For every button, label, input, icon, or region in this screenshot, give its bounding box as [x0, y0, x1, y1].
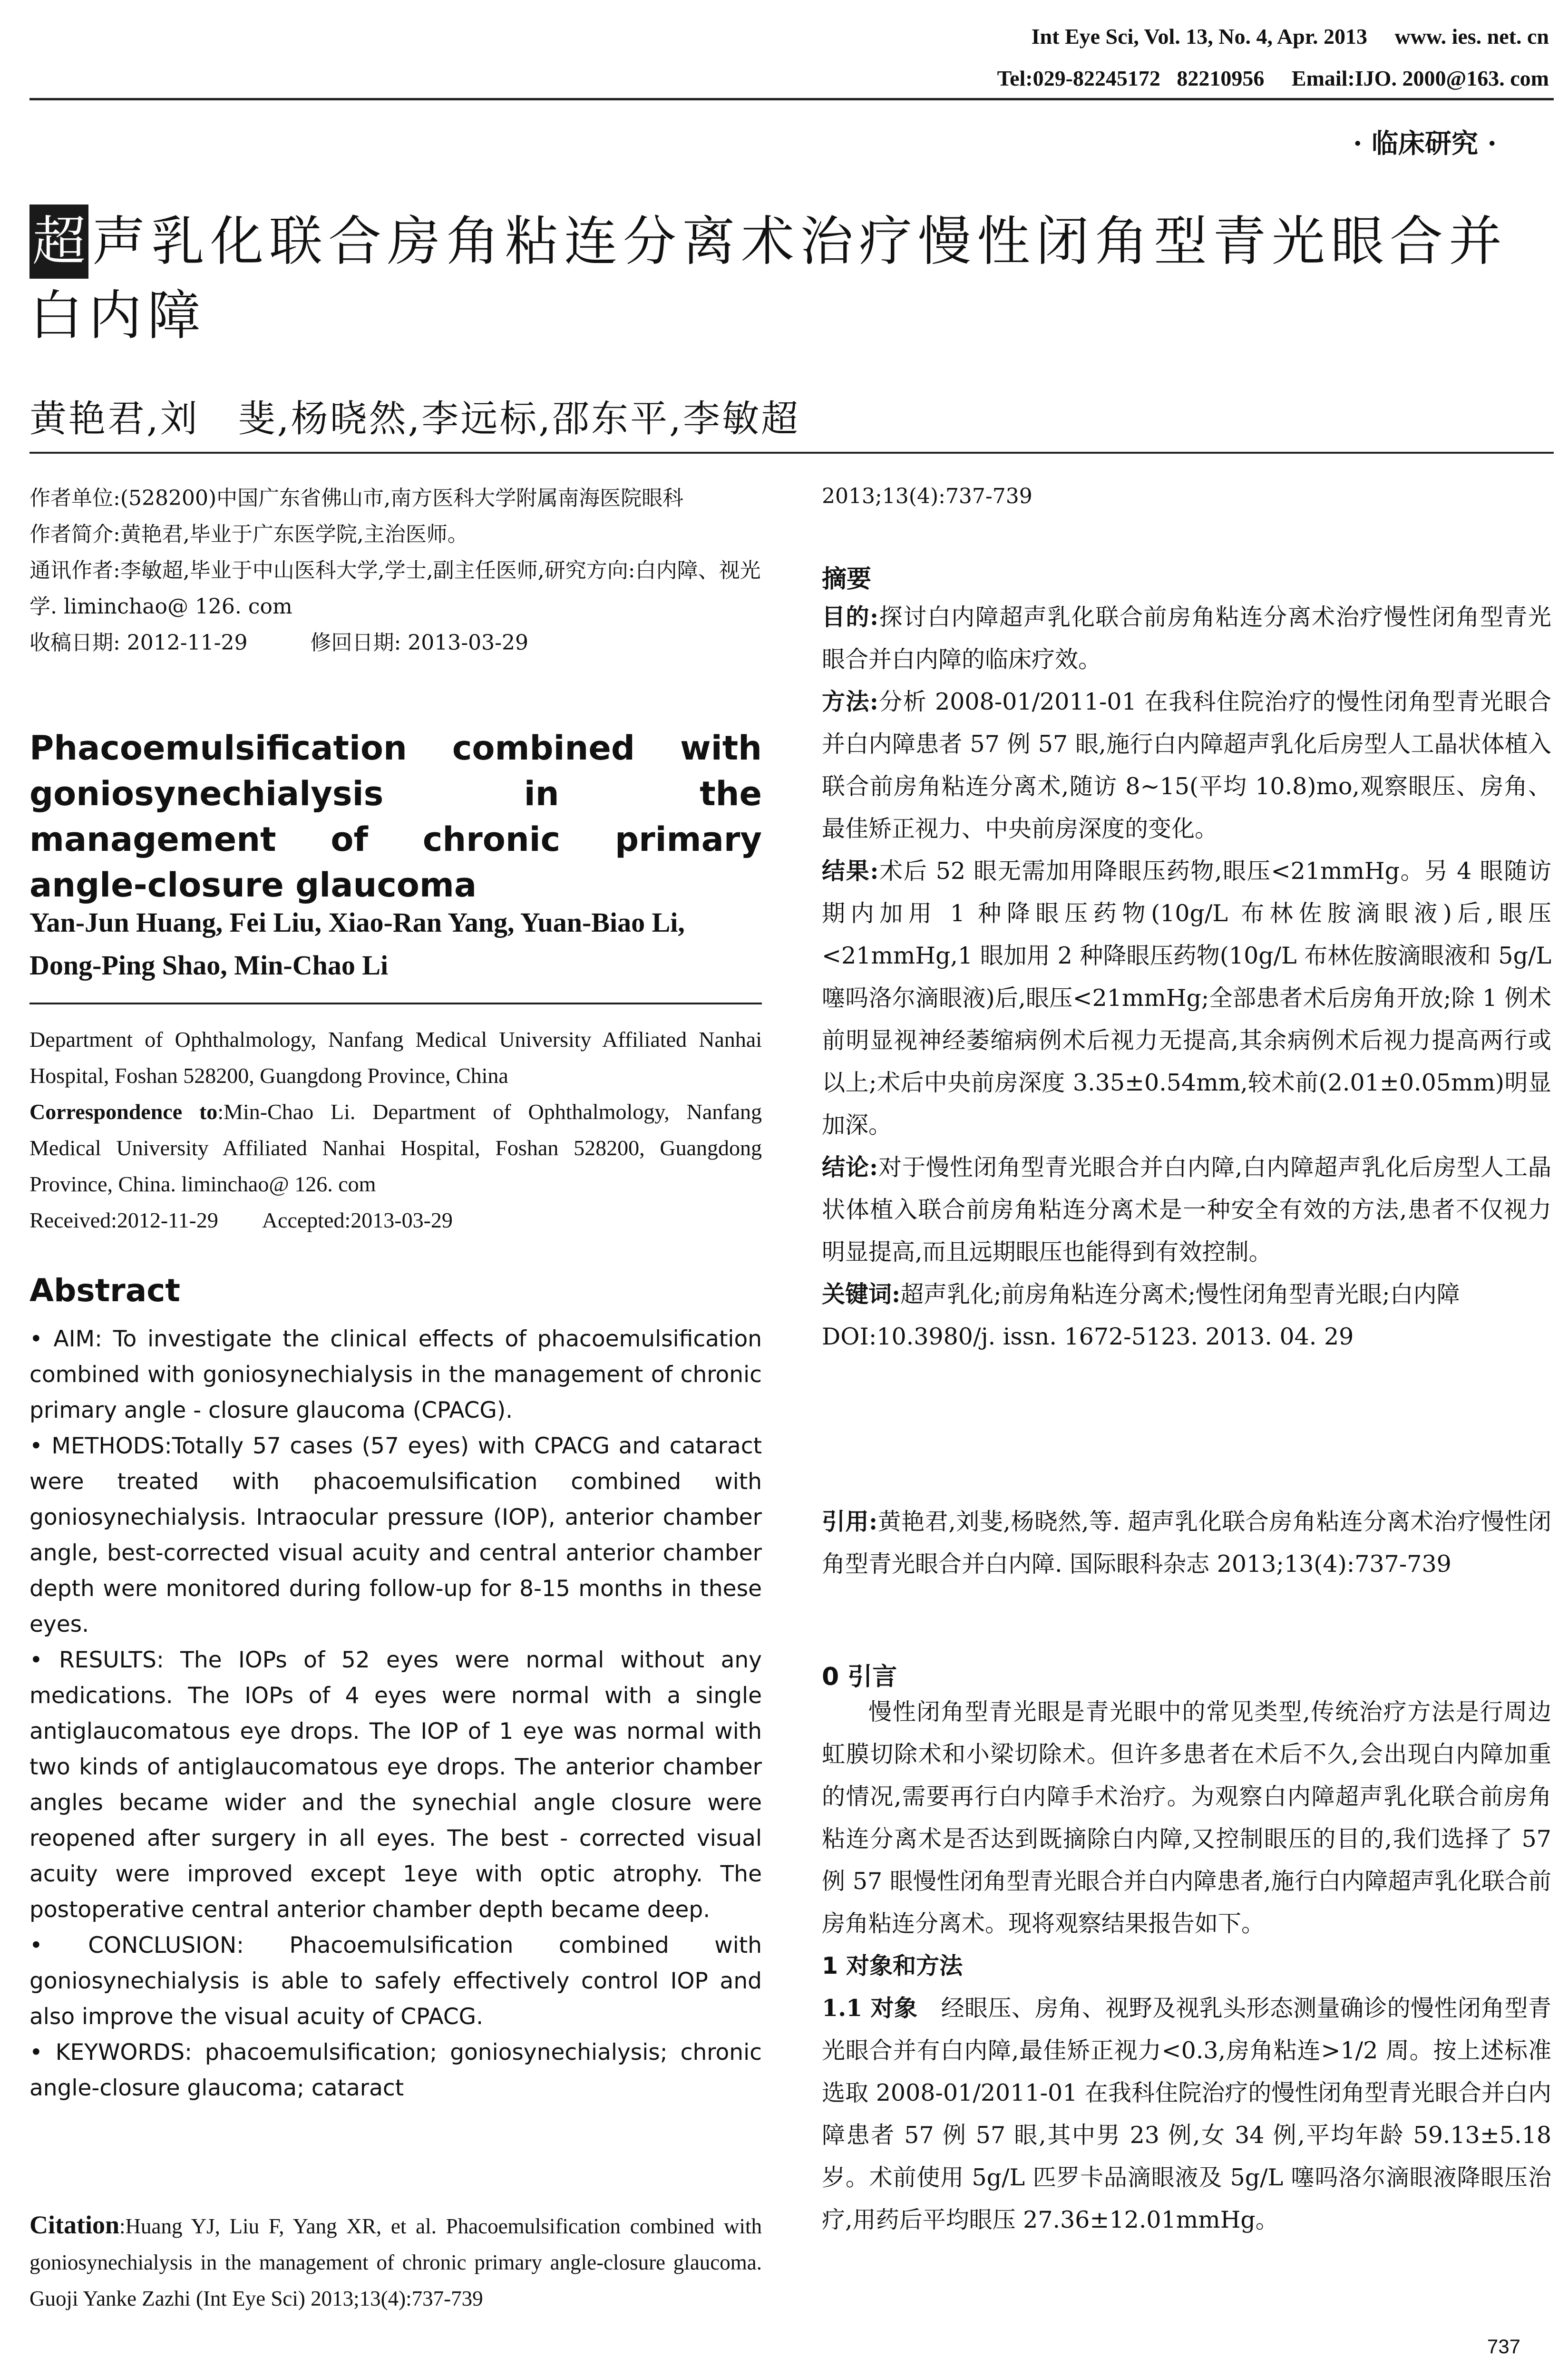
section-label: · 临床研究 ·	[1353, 128, 1497, 159]
abstract-body-en	[29, 1321, 762, 2106]
abstract-methods: • METHODS:Totally 57 cases (57 eyes) with CPACG and cataract were treated with phacoemulsification combined with goniosynechialysis. Intraocular pressure (IOP), anterior chamber angle, best-corrected visual acuity and central anterior chamber depth were monitored during follow-up for 8-15 months in these eyes.	[29, 1433, 762, 1637]
citation-cn	[822, 1500, 1551, 1585]
corresponding-author: 通讯作者:李敏超,毕业于中山医科大学,学士,副主任医师,研究方向:白内障、视光学. liminchao@ 126. com	[29, 558, 761, 619]
article-title-cn	[29, 205, 1542, 353]
abstract-aim-cn: 目的:探讨白内障超声乳化联合前房角粘连分离术治疗慢性闭角型青光眼合并白内障的临床疗效。	[822, 603, 1551, 673]
author-unit: 作者单位:(528200)中国广东省佛山市,南方医科大学附属南海医院眼科	[29, 486, 684, 510]
correspondence-label: Correspondence to	[29, 1100, 218, 1124]
abstract-conclusion-cn: 结论:对于慢性闭角型青光眼合并白内障,白内障超声乳化后房型人工晶状体植入联合前房角粘连分离术是一种安全有效的方法,患者不仅视力明显提高,而且远期眼压也能得到有效控制。	[822, 1153, 1551, 1266]
keywords-cn: 关键词:超声乳化;前房角粘连分离术;慢性闭角型青光眼;白内障	[822, 1280, 1460, 1308]
doi: DOI:10.3980/j. issn. 1672-5123. 2013. 04. 29	[822, 1323, 1354, 1350]
authors-rule	[29, 1003, 762, 1004]
citation-en	[29, 2207, 762, 2317]
citation-label: Citation	[29, 2211, 119, 2239]
page-number: 737	[1487, 2335, 1520, 2358]
abstract-results: • RESULTS: The IOPs of 52 eyes were normal without any medications. The IOPs of 4 eyes were normal with a single antiglaucomatous eye drops. The IOP of 1 eye was normal with two kinds of antiglaucomatous eye drops. The anterior chamber angles became wider and the synechial angle closure were reopened after surgery in all eyes. The best - corrected visual acuity were improved except 1eye with optic atrophy. The postoperative central anterior chamber depth became deep.	[29, 1647, 762, 1923]
subsection-subjects	[822, 1987, 1551, 2241]
intro-heading: 0 引言	[822, 1663, 897, 1691]
header-rule	[29, 98, 1554, 100]
journal-contact-info: Tel:029-82245172 82210956 Email:IJO. 2000@163. com	[997, 66, 1549, 90]
correspondence-text: :Min-Chao Li. Department of Ophthalmology, Nanfang Medical University Affiliated Nanhai Hospital, Foshan 528200, Guangdong Province, China. liminchao@ 126. com	[29, 1100, 762, 1196]
abstract-method-cn: 方法:分析 2008-01/2011-01 在我科住院治疗的慢性闭角型青光眼合并白内障患者 57 例 57 眼,施行白内障超声乳化后房型人工晶状体植入联合前房角粘连分离术,随访 8~15(平均 10.8)mo,观察眼压、房角、最佳矫正视力、中央前房深度的变化。	[822, 688, 1551, 842]
abstract-aim: • AIM: To investigate the clinical effects of phacoemulsification combined with goniosynechialysis in the management of chronic primary angle - closure glaucoma (CPACG).	[29, 1326, 762, 1423]
section1-heading: 1 对象和方法	[822, 1952, 963, 1979]
intro-paragraph: 慢性闭角型青光眼是青光眼中的常见类型,传统治疗方法是行周边虹膜切除术和小梁切除术。但许多患者在术后不久,会出现白内障加重的情况,需要再行白内障手术治疗。为观察白内障超声乳化联合前房角粘连分离术是否达到既摘除白内障,又控制眼压的目的,我们选择了 57 例 57 眼慢性闭角型青光眼合并白内障患者,施行白内障超声乳化联合前房角粘连分离术。现将观察结果报告如下。	[822, 1698, 1551, 1937]
authors-en: Yan-Jun Huang, Fei Liu, Xiao-Ran Yang, Yuan-Biao Li, Dong-Ping Shao, Min-Chao Li	[29, 907, 685, 981]
author-bio: 作者简介:黄艳君,毕业于广东医学院,主治医师。	[29, 522, 468, 546]
abstract-body-cn	[822, 596, 1551, 1358]
abstract-conclusion: • CONCLUSION: Phacoemulsification combined with goniosynechialysis is able to safely effectively control IOP and also improve the visual acuity of CPACG.	[29, 1932, 762, 2030]
article-title-en: Phacoemulsification combined with goniosynechialysis in the management of chronic primary angle-closure glaucoma	[29, 729, 762, 905]
authors-cn: 黄艳君,刘 斐,杨晓然,李远标,邵东平,李敏超	[29, 398, 800, 440]
subsection-text: 经眼压、房角、视野及视乳头形态测量确诊的慢性闭角型青光眼合并有白内障,最佳矫正视力<0.3,房角粘连>1/2 周。按上述标准选取 2008-01/2011-01 在我科住院治疗的慢性闭角型青光眼合并白内障患者 57 例 57 眼,其中男 23 例,女 34 例,平均年龄 59.13±5.18 岁。术前使用 5g/L 匹罗卡品滴眼液及 5g/L 噻吗洛尔滴眼液降眼压治疗,用药后平均眼压 27.36±12.01mmHg。	[822, 1995, 1551, 2233]
citation-cn-text: 黄艳君,刘斐,杨晓然,等. 超声乳化联合房角粘连分离术治疗慢性闭角型青光眼合并白内障. 国际眼科杂志 2013;13(4):737-739	[822, 1508, 1551, 1578]
title-first-char: 超	[29, 205, 88, 279]
received-accepted-en: Received:2012-11-29 Accepted:2013-03-29	[29, 1208, 453, 1232]
title-rest: 声乳化联合房角粘连分离术治疗慢性闭角型青光眼合并白内障	[29, 211, 1508, 347]
abstract-heading-en: Abstract	[29, 1272, 180, 1309]
subsection-label: 1.1 对象	[822, 1994, 918, 2022]
affiliation-en	[29, 1022, 762, 1238]
intro-body	[822, 1691, 1551, 2241]
citation-cn-label: 引用:	[822, 1508, 878, 1535]
citation-continuation: 2013;13(4):737-739	[822, 484, 1032, 508]
abstract-result-cn: 结果:术后 52 眼无需加用降眼压药物,眼压<21mmHg。另 4 眼随访期内加用 1 种降眼压药物(10g/L 布林佐胺滴眼液)后,眼压<21mmHg,1 眼加用 2 种降眼压药物(10g/L 布林佐胺滴眼液和 5g/L 噻吗洛尔滴眼液)后,眼压<21mmHg;全部患者术后房角开放;除 1 例术前明显视神经萎缩病例术后视力无提高,其余病例术后视力提高两行或以上;术后中央前房深度 3.35±0.54mm,较术前(2.01±0.05mm)明显加深。	[822, 857, 1551, 1139]
affiliation-text: Department of Ophthalmology, Nanfang Medical University Affiliated Nanhai Hospital, Foshan 528200, Guangdong Province, China	[29, 1027, 762, 1088]
received-dates-cn: 收稿日期: 2012-11-29 修回日期: 2013-03-29	[29, 631, 528, 655]
journal-header-info: Int Eye Sci, Vol. 13, No. 4, Apr. 2013 www. ies. net. cn	[1031, 24, 1549, 49]
citation-text: :Huang YJ, Liu F, Yang XR, et al. Phacoemulsification combined with goniosynechialysis in the management of chronic primary angle-closure glaucoma. Guoji Yanke Zazhi (Int Eye Sci) 2013;13(4):737-739	[29, 2214, 762, 2310]
abstract-keywords: • KEYWORDS: phacoemulsification; goniosynechialysis; chronic angle-closure glaucoma; cataract	[29, 2039, 762, 2101]
author-meta-cn	[29, 480, 762, 661]
title-rule	[29, 452, 1554, 454]
abstract-heading-cn: 摘要	[822, 565, 872, 594]
correspondence-en	[29, 1094, 762, 1202]
